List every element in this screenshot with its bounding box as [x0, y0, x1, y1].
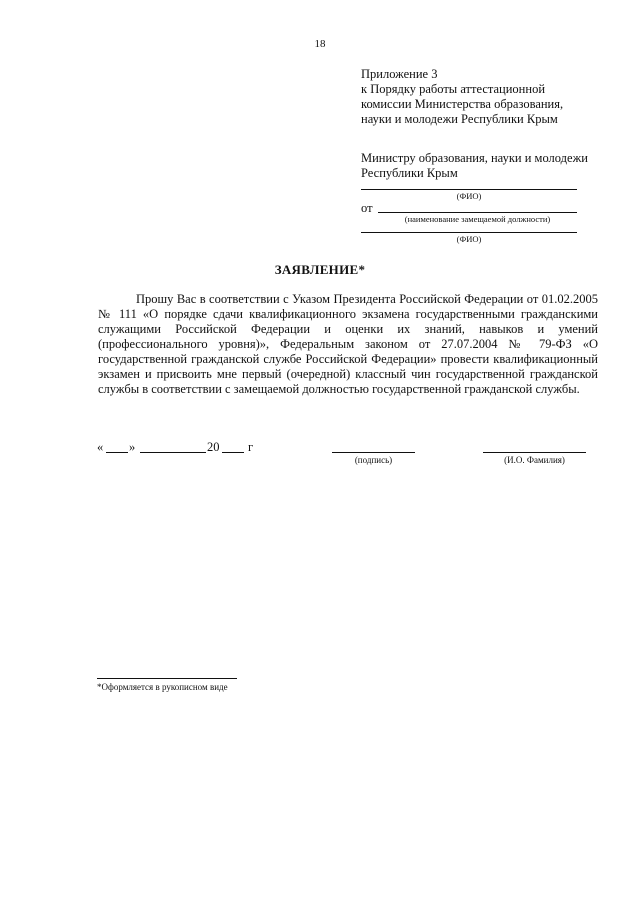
addressee-line: Республики Крым: [361, 166, 458, 180]
date-open-quote: «: [97, 440, 104, 454]
addressee-line: Министру образования, науки и молодежи: [361, 151, 588, 165]
from-label: от: [361, 201, 373, 215]
fio-line-2: [361, 232, 577, 233]
appendix-line: к Порядку работы аттестационной: [361, 82, 546, 96]
date-year-line: [222, 452, 244, 453]
appendix-block: [361, 67, 563, 127]
date-month-line: [140, 452, 206, 453]
appendix-line: комиссии Министерства образования,: [361, 97, 564, 111]
appendix-line: Приложение 3: [361, 67, 438, 81]
addressee-block: [361, 151, 588, 181]
date-year-prefix: 20: [207, 440, 220, 454]
signature-caption: (подпись): [354, 455, 393, 465]
footnote-separator: [97, 678, 237, 679]
name-line: [483, 452, 586, 453]
fio-line-1: [361, 189, 577, 190]
position-caption: (наименование замещаемой должности): [404, 214, 551, 224]
statement-paragraph: Прошу Вас в соответствии с Указом Президента Российской Федерации от 01.02.2005 № 111 «О порядке сдачи квалификационного экзамена государственными гражданскими служащими Российской Федерации и оценки их знаний, навыков и умений (профессионального уровня)», Федеральным законом от 27.07.2004 № 79-ФЗ «О государственной гражданской службе Российской Федерации» провести квалификационный экзамен и присвоить мне первый (очередной) классный чин государственной гражданской службы в соответствии с замещаемой должностью государственной гражданской службы.: [98, 292, 598, 396]
document-title: ЗАЯВЛЕНИЕ*: [274, 262, 366, 277]
position-line: [378, 212, 577, 213]
date-day-line: [106, 452, 128, 453]
date-close-quote: »: [129, 440, 136, 454]
footnote: *Оформляется в рукописном виде: [97, 682, 228, 692]
page-number: 18: [314, 38, 326, 50]
signature-line: [332, 452, 415, 453]
fio-caption-1: (ФИО): [456, 191, 482, 201]
fio-caption-2: (ФИО): [456, 234, 482, 244]
statement-body: [98, 292, 598, 397]
name-caption: (И.О. Фамилия): [504, 455, 565, 465]
appendix-line: науки и молодежи Республики Крым: [361, 112, 558, 126]
date-year-suffix: г: [248, 440, 254, 454]
